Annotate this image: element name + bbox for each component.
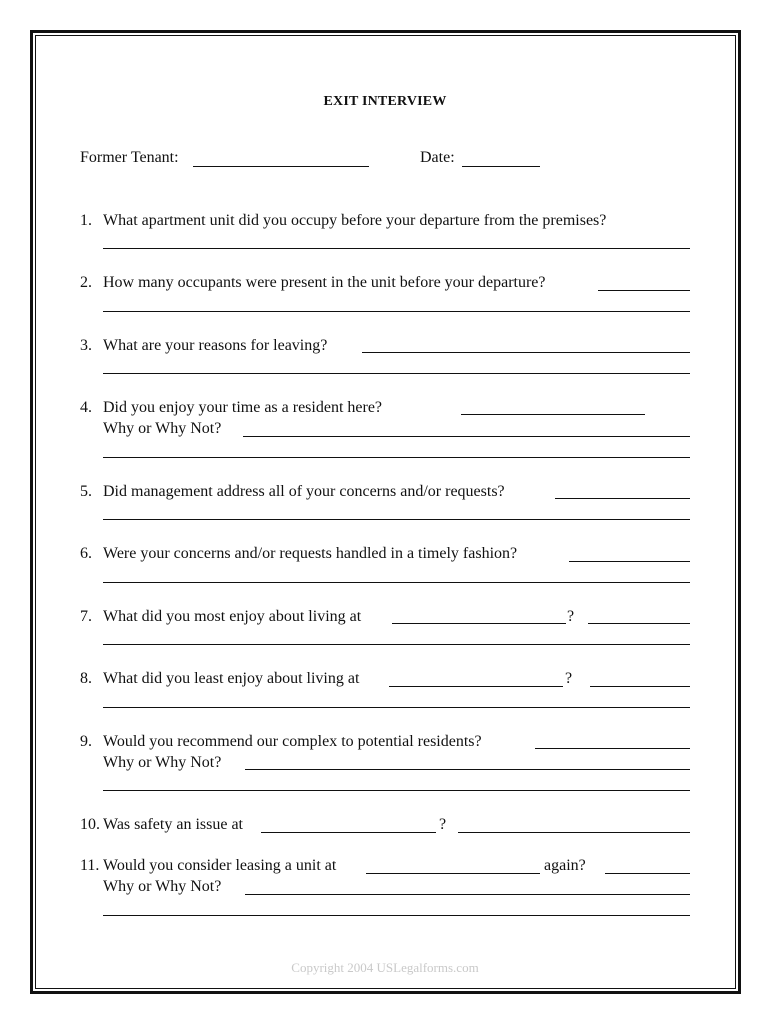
- question-4-text: Did you enjoy your time as a resident here?: [103, 399, 383, 416]
- question-11-text: Would you consider leasing a unit at: [103, 857, 337, 874]
- question-11-sub: Why or Why Not?: [103, 878, 222, 895]
- question-number: 4.: [80, 399, 92, 416]
- place-name-field-11[interactable]: [366, 873, 540, 874]
- question-1-text: What apartment unit did you occupy before your departure from the premises?: [103, 212, 607, 229]
- answer-inline-4[interactable]: [461, 414, 645, 415]
- answer-line-4[interactable]: [103, 457, 690, 458]
- question-number: 8.: [80, 670, 92, 687]
- question-5-text: Did management address all of your concerns and/or requests?: [103, 483, 505, 500]
- answer-line-5[interactable]: [103, 519, 690, 520]
- copyright-notice: Copyright 2004 USLegalforms.com: [291, 960, 479, 975]
- answer-inline-10[interactable]: [458, 832, 690, 833]
- answer-line-2[interactable]: [103, 311, 690, 312]
- answer-inline-2[interactable]: [598, 290, 690, 291]
- answer-inline-9[interactable]: [535, 748, 690, 749]
- answer-line-6[interactable]: [103, 582, 690, 583]
- question-number: 7.: [80, 608, 92, 625]
- question-number: 6.: [80, 545, 92, 562]
- question-10-qmark: ?: [439, 816, 447, 833]
- answer-why-9[interactable]: [245, 769, 690, 770]
- question-8-text: What did you least enjoy about living at: [103, 670, 360, 687]
- question-11-again: again?: [544, 857, 586, 874]
- question-6-text: Were your concerns and/or requests handled in a timely fashion?: [103, 545, 518, 562]
- former-tenant-label: Former Tenant:: [80, 149, 179, 166]
- answer-why-11[interactable]: [245, 894, 690, 895]
- question-number: 3.: [80, 337, 92, 354]
- former-tenant-field[interactable]: [193, 166, 369, 167]
- question-number: 5.: [80, 483, 92, 500]
- question-7-text: What did you most enjoy about living at: [103, 608, 362, 625]
- question-10-text: Was safety an issue at: [103, 816, 243, 833]
- answer-line-8[interactable]: [103, 707, 690, 708]
- answer-line-9[interactable]: [103, 790, 690, 791]
- question-4-sub: Why or Why Not?: [103, 420, 222, 437]
- answer-inline-3[interactable]: [362, 352, 690, 353]
- answer-inline-7[interactable]: [588, 623, 690, 624]
- answer-line-1[interactable]: [103, 248, 690, 249]
- question-number: 1.: [80, 212, 92, 229]
- question-number: 10.: [80, 816, 100, 833]
- question-3-text: What are your reasons for leaving?: [103, 337, 328, 354]
- place-name-field-7[interactable]: [392, 623, 566, 624]
- date-label: Date:: [420, 149, 455, 166]
- question-9-sub: Why or Why Not?: [103, 754, 222, 771]
- question-number: 9.: [80, 733, 92, 750]
- answer-line-3[interactable]: [103, 373, 690, 374]
- question-9-text: Would you recommend our complex to potential residents?: [103, 733, 482, 750]
- answer-line-7[interactable]: [103, 644, 690, 645]
- answer-inline-6[interactable]: [569, 561, 690, 562]
- question-7-qmark: ?: [567, 608, 575, 625]
- answer-inline-11[interactable]: [605, 873, 690, 874]
- question-number: 11.: [80, 857, 100, 874]
- page-border-inner: [35, 35, 736, 989]
- date-field[interactable]: [462, 166, 540, 167]
- form-title: EXIT INTERVIEW: [323, 94, 447, 109]
- answer-line-11[interactable]: [103, 915, 690, 916]
- question-8-qmark: ?: [565, 670, 573, 687]
- answer-why-4[interactable]: [243, 436, 690, 437]
- answer-inline-5[interactable]: [555, 498, 690, 499]
- question-2-text: How many occupants were present in the unit before your departure?: [103, 274, 546, 291]
- place-name-field-8[interactable]: [389, 686, 563, 687]
- place-name-field-10[interactable]: [261, 832, 436, 833]
- answer-inline-8[interactable]: [590, 686, 690, 687]
- question-number: 2.: [80, 274, 92, 291]
